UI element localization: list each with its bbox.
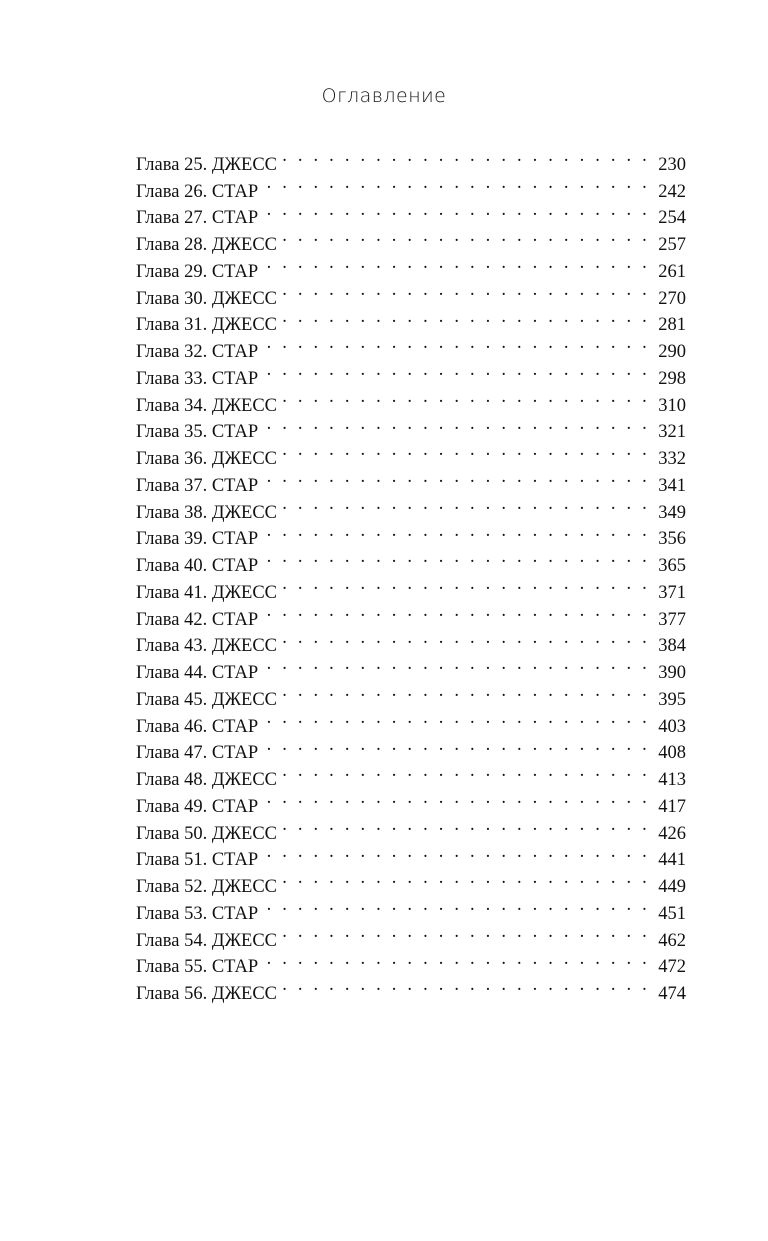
toc-entry-label: Глава 33. СТАР [136, 368, 259, 389]
dot-leader [264, 330, 650, 357]
toc-entry-label: Глава 32. СТАР [136, 342, 259, 362]
toc-entry-label: Глава 28. ДЖЕСС [136, 235, 277, 255]
toc-entry-page-number: 257 [658, 235, 686, 255]
toc-entry-label: Глава 51. СТАР [136, 850, 259, 871]
dot-leader [283, 143, 650, 170]
dot-leader [283, 678, 650, 705]
toc-entry-label: Глава 43. ДЖЕСС [136, 636, 277, 657]
toc-entry-page-number: 270 [658, 288, 686, 309]
toc-entry-page-number: 395 [658, 689, 686, 710]
toc-entry-page-number: 349 [658, 502, 686, 523]
dot-leader [283, 223, 650, 250]
toc-entry-page-number: 298 [658, 368, 686, 389]
toc-entry-label: Глава 29. СТАР [136, 261, 259, 282]
dot-leader [264, 518, 650, 545]
dot-leader [264, 598, 650, 625]
dot-leader [283, 277, 650, 304]
dot-leader [264, 250, 650, 277]
dot-leader [264, 544, 650, 571]
dot-leader [264, 464, 650, 491]
toc-entry-page-number: 426 [658, 823, 686, 844]
dot-leader [283, 919, 650, 946]
toc-entry-label: Глава 30. ДЖЕСС [136, 288, 277, 309]
toc-entry-label: Глава 52. ДЖЕСС [136, 877, 277, 897]
toc-entry-page-number: 254 [658, 208, 686, 229]
toc-entry-label: Глава 25. ДЖЕСС [136, 154, 277, 175]
toc-entry-label: Глава 34. ДЖЕСС [136, 395, 277, 416]
toc-entry-page-number: 242 [658, 181, 686, 202]
dot-leader [264, 411, 650, 438]
toc-entry-page-number: 332 [658, 449, 686, 469]
dot-leader [283, 758, 650, 785]
toc-entry-page-number: 449 [658, 877, 686, 897]
dot-leader [264, 705, 650, 732]
toc-entry-page-number: 377 [658, 609, 686, 630]
dot-leader [283, 491, 650, 518]
dot-leader [283, 812, 650, 839]
dot-leader [264, 197, 650, 224]
dot-leader [283, 625, 650, 652]
page-title: Оглавление [321, 85, 447, 107]
toc-entry-label: Глава 37. СТАР [136, 475, 259, 496]
toc-entry-page-number: 462 [658, 930, 686, 951]
toc-entry-page-number: 356 [658, 529, 686, 550]
toc-entry-page-number: 451 [658, 903, 686, 924]
toc-entry-label: Глава 44. СТАР [136, 663, 259, 683]
toc-entry-page-number: 310 [658, 395, 686, 416]
toc-entry-page-number: 413 [658, 770, 686, 790]
toc-entry-label: Глава 55. СТАР [136, 957, 259, 978]
toc-entry-page-number: 417 [658, 796, 686, 817]
toc-entry-label: Глава 39. СТАР [136, 529, 259, 550]
toc-entry-label: Глава 50. ДЖЕСС [136, 823, 277, 844]
toc-entry-label: Глава 54. ДЖЕСС [136, 930, 277, 951]
toc-entry [136, 143, 686, 175]
dot-leader [264, 732, 650, 759]
toc-entry-page-number: 281 [658, 315, 686, 336]
toc-entry-page-number: 472 [658, 957, 686, 978]
dot-leader [283, 437, 650, 464]
toc-entry-label: Глава 36. ДЖЕСС [136, 449, 277, 469]
toc-entry-page-number: 371 [658, 582, 686, 603]
toc-entry-page-number: 290 [658, 342, 686, 362]
toc-entry-label: Глава 42. СТАР [136, 609, 259, 630]
toc-entry-label: Глава 31. ДЖЕСС [136, 315, 277, 336]
toc-entry-label: Глава 27. СТАР [136, 208, 259, 229]
toc-entry-label: Глава 49. СТАР [136, 796, 259, 817]
dot-leader [264, 839, 650, 866]
toc-entry-label: Глава 47. СТАР [136, 743, 259, 764]
dot-leader [264, 892, 650, 919]
dot-leader [264, 170, 650, 197]
dot-leader [283, 571, 650, 598]
toc-entry-label: Глава 38. ДЖЕСС [136, 502, 277, 523]
dot-leader [283, 384, 650, 411]
dot-leader [264, 946, 650, 973]
dot-leader [283, 304, 650, 331]
dot-leader [283, 865, 650, 892]
toc-entry-page-number: 408 [658, 743, 686, 764]
dot-leader [264, 651, 650, 678]
toc-entry-page-number: 341 [658, 475, 686, 496]
dot-leader [264, 785, 650, 812]
toc-entry-label: Глава 48. ДЖЕСС [136, 770, 277, 790]
toc-entry-page-number: 474 [658, 984, 686, 1004]
toc-entry-page-number: 441 [658, 850, 686, 871]
toc-entry-page-number: 321 [658, 422, 686, 443]
toc-entry-label: Глава 40. СТАР [136, 556, 259, 576]
toc-entry-page-number: 365 [658, 556, 686, 576]
toc-entry-label: Глава 46. СТАР [136, 716, 259, 737]
toc-entry-page-number: 261 [658, 261, 686, 282]
toc-entry-label: Глава 26. СТАР [136, 181, 259, 202]
dot-leader [283, 972, 650, 999]
toc-entry-label: Глава 35. СТАР [136, 422, 259, 443]
toc-entry-label: Глава 53. СТАР [136, 903, 259, 924]
toc-entry-label: Глава 56. ДЖЕСС [136, 984, 277, 1004]
toc-entry-page-number: 230 [658, 154, 686, 175]
table-of-contents [136, 143, 686, 1004]
toc-entry-page-number: 403 [658, 716, 686, 737]
toc-entry-page-number: 390 [658, 663, 686, 683]
toc-entry-page-number: 384 [658, 636, 686, 657]
dot-leader [264, 357, 650, 384]
toc-entry-label: Глава 45. ДЖЕСС [136, 689, 277, 710]
toc-entry-label: Глава 41. ДЖЕСС [136, 582, 277, 603]
